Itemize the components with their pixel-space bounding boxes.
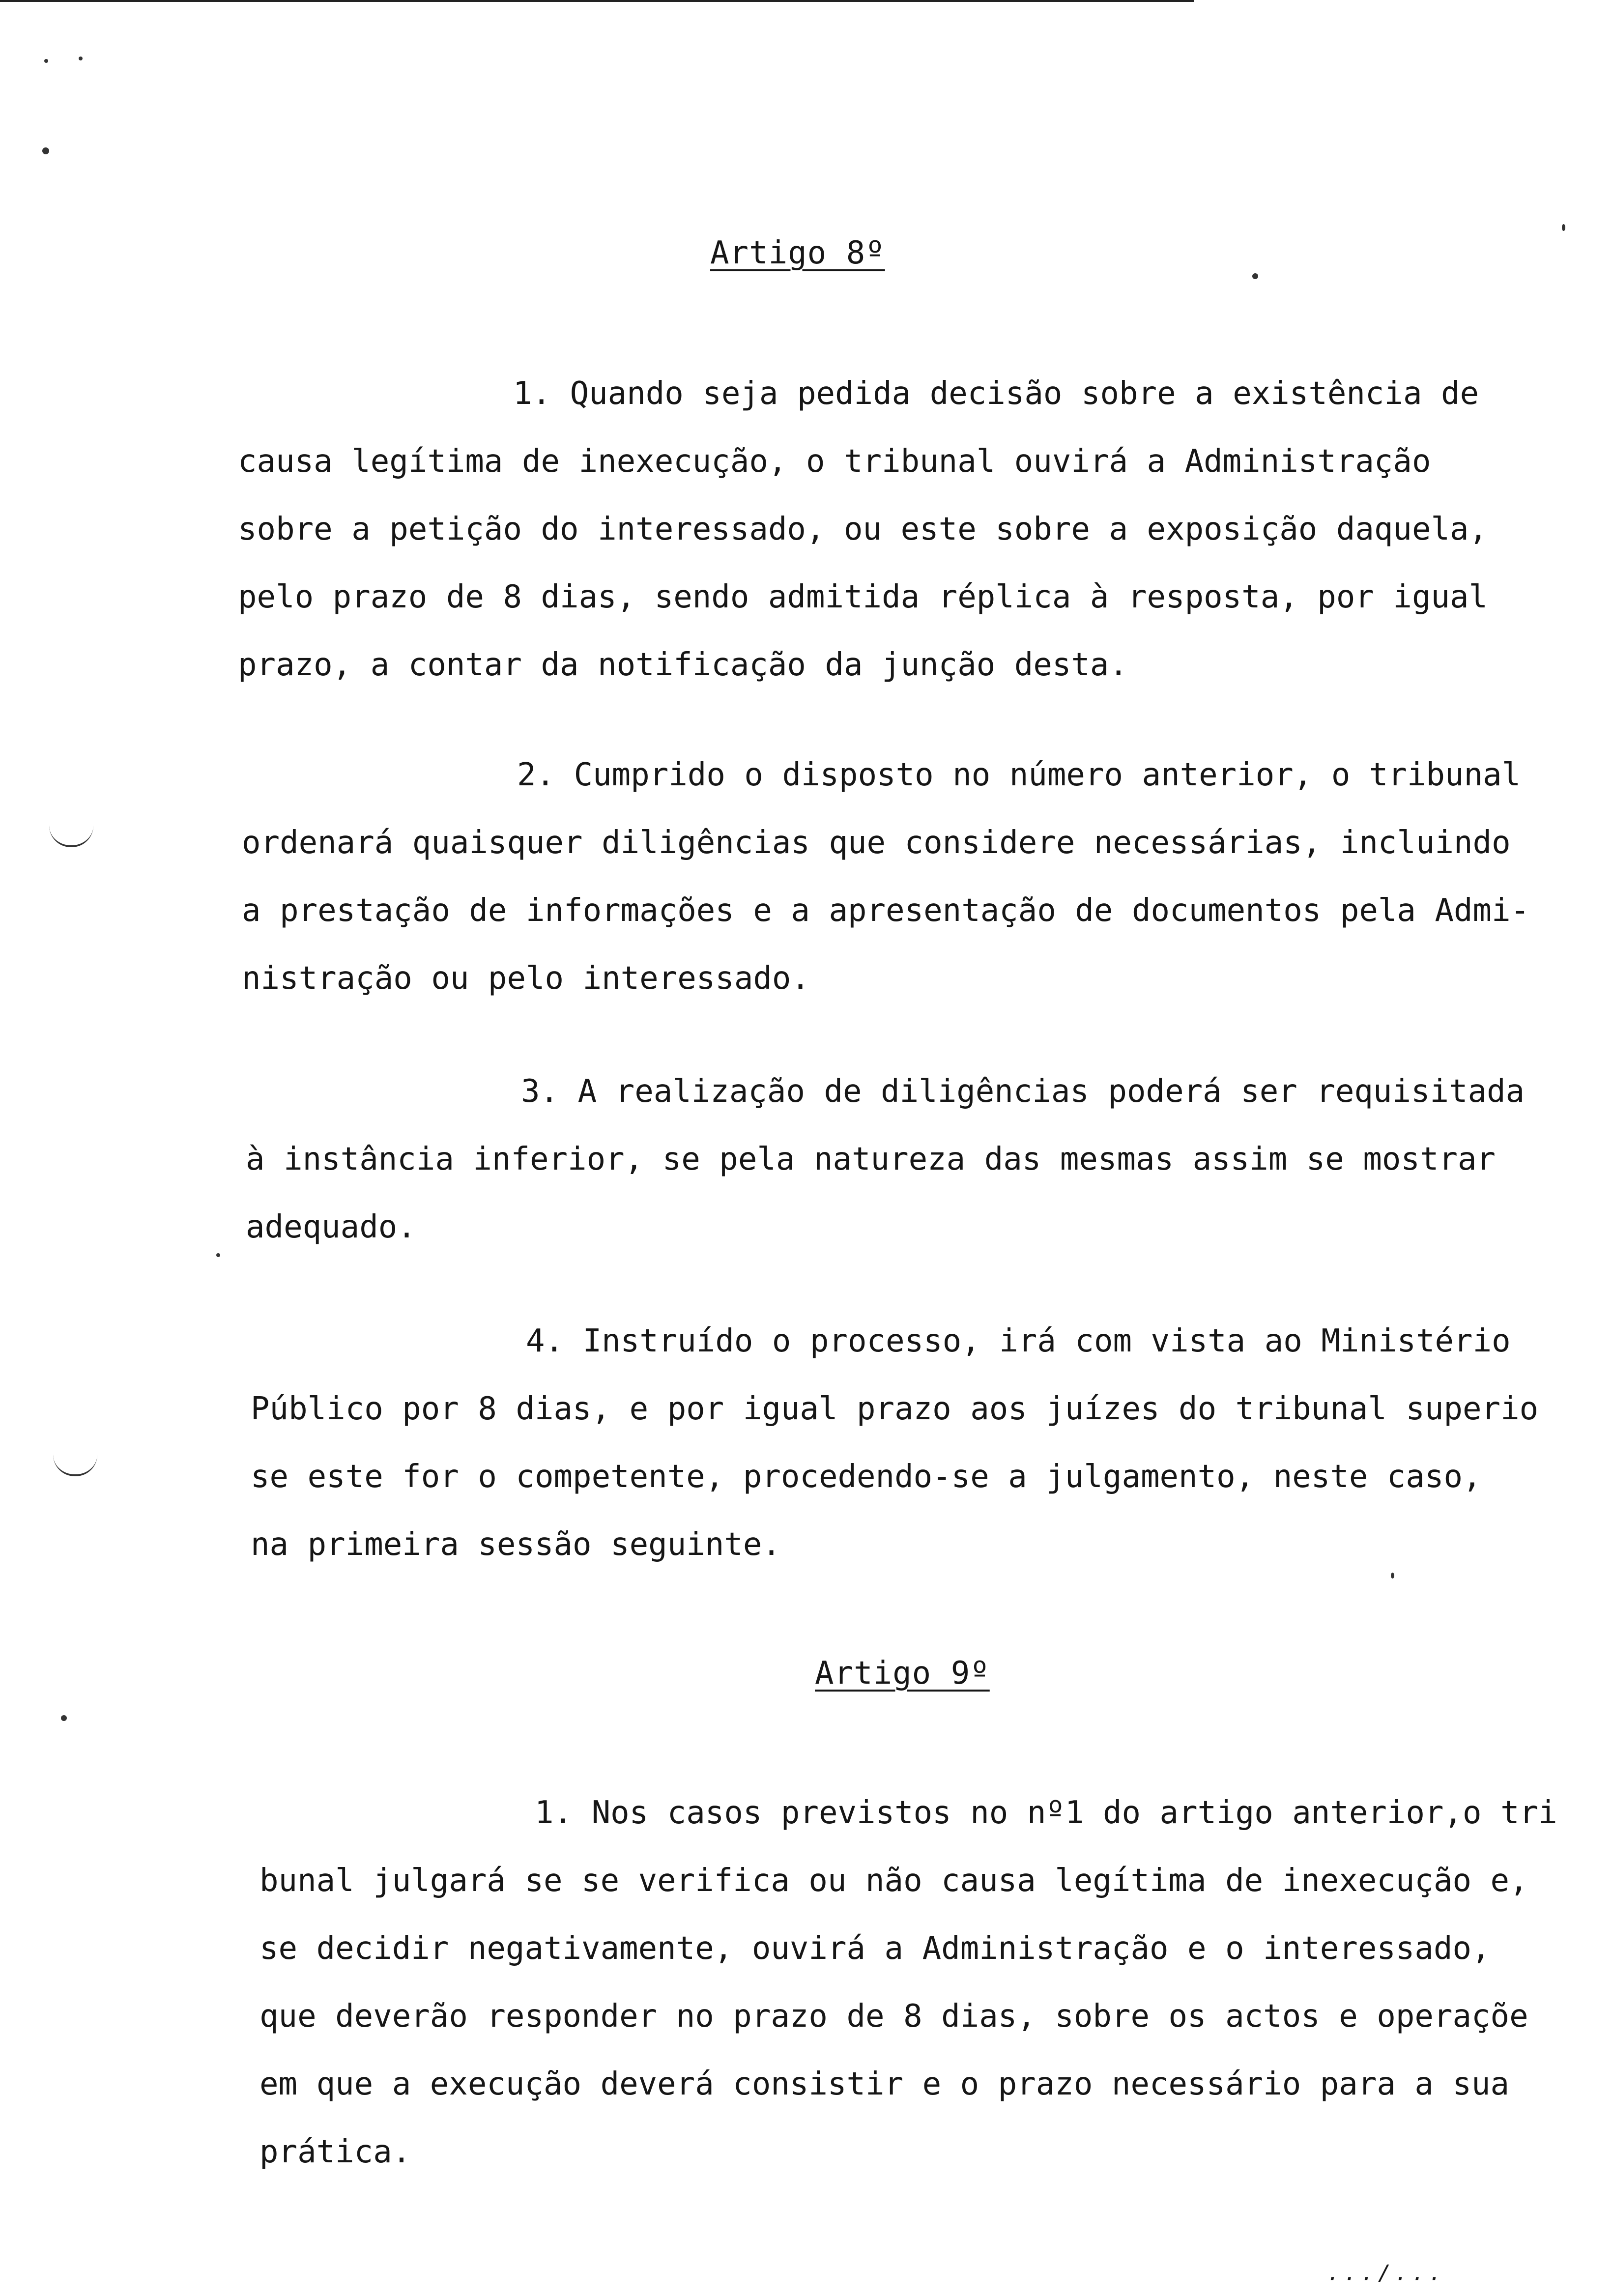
scan-speck bbox=[61, 1715, 67, 1721]
scan-speck bbox=[216, 1253, 220, 1257]
text-line: adequado. bbox=[246, 1209, 416, 1245]
text-line: em que a execução deverá consistir e o prazo necessário para a sua bbox=[259, 2066, 1510, 2102]
text-line: ordenará quaisquer diligências que considere necessárias, incluindo bbox=[242, 825, 1511, 861]
text-line: nistração ou pelo interessado. bbox=[242, 960, 810, 997]
text-line: Público por 8 dias, e por igual prazo aos juízes do tribunal superio bbox=[251, 1391, 1539, 1427]
text-line: sobre a petição do interessado, ou este sobre a exposição daquela, bbox=[238, 511, 1488, 547]
text-line: bunal julgará se se verifica ou não causa legítima de inexecução e, bbox=[259, 1863, 1528, 1899]
text-line: à instância inferior, se pela natureza das mesmas assim se mostrar bbox=[246, 1141, 1496, 1177]
scan-speck bbox=[44, 59, 48, 63]
text-line: se decidir negativamente, ouvirá a Administração e o interessado, bbox=[259, 1930, 1491, 1967]
text-line: 1. Nos casos previstos no nº1 do artigo anterior,o tri bbox=[535, 1795, 1557, 1831]
text-line: pelo prazo de 8 dias, sendo admitida réplica à resposta, por igual bbox=[238, 579, 1488, 615]
text-line: prática. bbox=[259, 2134, 411, 2170]
article-8-paragraph-4 bbox=[251, 1307, 1538, 1578]
top-rule bbox=[0, 0, 1194, 2]
article-9-heading: Artigo 9º bbox=[815, 1655, 990, 1692]
punch-hole-mark bbox=[49, 826, 93, 847]
text-line: prazo, a contar da notificação da junção desta. bbox=[238, 647, 1128, 683]
article-8-paragraph-1 bbox=[238, 360, 1488, 699]
text-line: na primeira sessão seguinte. bbox=[251, 1526, 781, 1563]
text-line: causa legítima de inexecução, o tribunal ouvirá a Administração bbox=[238, 443, 1431, 480]
text-line: se este for o competente, procedendo-se a julgamento, neste caso, bbox=[251, 1459, 1482, 1495]
article-8-paragraph-3 bbox=[246, 1058, 1525, 1261]
text-line: 3. A realização de diligências poderá ser requisitada bbox=[521, 1073, 1525, 1110]
text-line: 2. Cumprido o disposto no número anterior, o tribunal bbox=[517, 757, 1521, 793]
article-9-paragraph-1 bbox=[259, 1779, 1557, 2186]
text-line: 4. Instruído o processo, irá com vista ao Ministério bbox=[526, 1323, 1511, 1359]
page-continuation-mark: .../... bbox=[1327, 2261, 1446, 2286]
scan-speck bbox=[1252, 273, 1258, 279]
text-line: que deverão responder no prazo de 8 dias, sobre os actos e operaçõe bbox=[259, 1998, 1528, 2035]
scan-speck bbox=[79, 57, 83, 60]
scan-speck bbox=[42, 147, 49, 154]
punch-hole-mark bbox=[53, 1455, 97, 1476]
scan-speck bbox=[1562, 224, 1565, 231]
article-8-heading: Artigo 8º bbox=[710, 235, 885, 271]
text-line: a prestação de informações e a apresentação de documentos pela Admi- bbox=[242, 892, 1530, 929]
text-line: 1. Quando seja pedida decisão sobre a existência de bbox=[513, 375, 1479, 412]
scan-speck bbox=[1391, 1573, 1394, 1578]
article-8-paragraph-2 bbox=[242, 741, 1529, 1012]
